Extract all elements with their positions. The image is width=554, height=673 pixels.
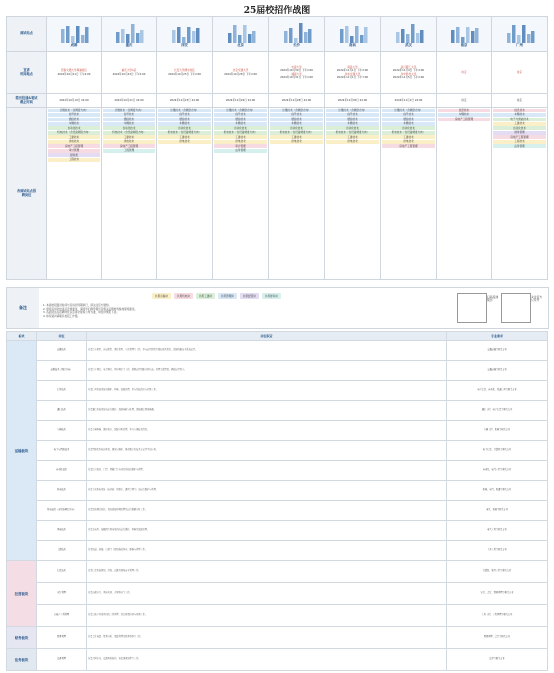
position-chip[interactable]: 审计管理 bbox=[48, 149, 100, 153]
position-chip[interactable]: 运维技术（含调度方向） bbox=[382, 109, 435, 113]
venue-name: 湖南大学 bbox=[291, 72, 302, 76]
row-label-positions: 各面试站点招 聘岗位 bbox=[7, 108, 47, 280]
position-chip[interactable]: 机电技术（含设备调度方向） bbox=[270, 131, 323, 135]
job-category: 财务板块 bbox=[7, 627, 37, 649]
position-chip[interactable]: 通信技术 bbox=[158, 118, 211, 122]
position-chip[interactable]: 法务管理 bbox=[493, 144, 546, 148]
venue-time: 2024年11月5日 下午2:00 bbox=[392, 75, 425, 79]
positions-cell bbox=[437, 108, 492, 280]
position-chip[interactable]: 房地产工程管理 bbox=[48, 144, 100, 148]
legend-key: 共用机电岗 bbox=[174, 293, 193, 299]
job-requirement: 财务管理、会计等相关专业 bbox=[447, 627, 548, 649]
position-chip[interactable]: 财务类 bbox=[48, 153, 100, 157]
deadline-cell: 2024年10月19日 24:00 bbox=[47, 94, 102, 108]
job-row bbox=[7, 481, 548, 501]
position-chip[interactable]: 机电技术（含设备调度方向） bbox=[158, 131, 211, 135]
job-requirement: 法学等相关专业 bbox=[447, 649, 548, 671]
position-chip[interactable]: 自动化技术 bbox=[493, 126, 546, 130]
job-requirement: 计算机、软件工程等相关专业 bbox=[447, 561, 548, 583]
job-duty: 负责信息系统规划、开发、运维及网络安全管理工作。 bbox=[87, 561, 447, 583]
position-chip[interactable]: 车辆技术 bbox=[270, 122, 323, 126]
job-row bbox=[7, 341, 548, 361]
venue-name: 重庆大学A区 bbox=[121, 69, 137, 73]
job-position: 机电技术 bbox=[37, 481, 87, 501]
job-position: 信号技术 bbox=[37, 381, 87, 401]
city-name: 西安 bbox=[181, 43, 188, 48]
deadline-cell: 2024年10月30日 24:00 bbox=[325, 94, 381, 108]
job-position: 供电技术 bbox=[37, 521, 87, 541]
job-duty: 负责会计核算、财务分析、预算管理及税务筹划等工作。 bbox=[87, 627, 447, 649]
position-chip[interactable]: 审计管理 bbox=[214, 144, 267, 148]
city-name: 成都 bbox=[70, 43, 78, 48]
positions-cell bbox=[492, 108, 548, 280]
row-label-city: 面试站点 bbox=[7, 17, 47, 52]
note-line: 1. 本届校招面试时间与宣讲会同期举行，请关注官方通知。 bbox=[43, 304, 112, 307]
job-requirement: 交通运输等相关专业 bbox=[447, 361, 548, 381]
job-row bbox=[7, 501, 548, 521]
position-chip[interactable]: 信号技术 bbox=[158, 113, 211, 117]
positions-cell bbox=[102, 108, 157, 280]
job-duty: 负责内部审计、风险控制、合规检查等工作。 bbox=[87, 583, 447, 605]
deadline-row bbox=[7, 94, 548, 108]
venue-time: 2024年11月1日 下午7:00 bbox=[336, 75, 369, 79]
job-duty: 负责设备调度监控、设备故障协调处理及运行数据分析工作。 bbox=[87, 501, 447, 521]
city-cell bbox=[213, 17, 269, 52]
row-label-deadline: 简历投递&笔试 截止时间 bbox=[7, 94, 47, 108]
qr-label-apply: 扫码投递简历 bbox=[487, 295, 499, 303]
city-name: 重庆 bbox=[125, 43, 133, 48]
job-requirement: 电气、机械等相关专业 bbox=[447, 501, 548, 521]
city-name: 长沙 bbox=[293, 43, 300, 48]
position-chip[interactable]: 信号技术 bbox=[382, 113, 435, 117]
city-name: 南昌 bbox=[349, 43, 356, 48]
position-chip[interactable]: 自动化技术 bbox=[158, 126, 211, 130]
skyline-icon bbox=[449, 21, 479, 43]
job-row bbox=[7, 461, 548, 481]
deadline-cell: 2024年10月21日 24:00 bbox=[102, 94, 157, 108]
position-chip[interactable]: 供电技术 bbox=[103, 140, 155, 144]
position-chip[interactable]: 工建技术 bbox=[270, 135, 323, 139]
position-chip[interactable]: 通信技术 bbox=[214, 118, 267, 122]
job-duty: 负责信号系统设备的维护、检修、故障处理，参与系统改造与升级工作。 bbox=[87, 381, 447, 401]
position-chip[interactable]: 通信技术 bbox=[48, 118, 100, 122]
job-position: 信息技术 bbox=[37, 561, 87, 583]
position-chip[interactable]: 房地产工程管理 bbox=[438, 118, 490, 122]
city-cell bbox=[381, 17, 437, 52]
note-line: 4. 如有疑问请联系校招工作组。 bbox=[43, 314, 81, 318]
position-chip[interactable]: 车辆技术 bbox=[48, 122, 100, 126]
position-chip[interactable]: 运维技术（含调度方向） bbox=[48, 109, 100, 113]
legend-keys bbox=[152, 293, 281, 299]
qr-code-apply[interactable] bbox=[457, 293, 487, 323]
job-requirement: 电气工程等相关专业 bbox=[447, 521, 548, 541]
position-chip[interactable]: 信号技术 bbox=[214, 113, 267, 117]
venue-cell bbox=[102, 52, 157, 94]
venue-time: 2024年10月30日 下午2:00 bbox=[280, 69, 313, 73]
city-cell bbox=[325, 17, 381, 52]
notes-label: 备注 bbox=[7, 288, 39, 328]
job-header-cell: 专业要求 bbox=[447, 332, 548, 341]
city-name: 南京 bbox=[460, 43, 468, 48]
position-chip[interactable]: 自动化技术 bbox=[214, 126, 267, 130]
job-row bbox=[7, 381, 548, 401]
skyline-icon bbox=[170, 21, 200, 43]
position-chip[interactable]: 机电技术（含设备调度方向） bbox=[214, 131, 267, 135]
position-chip[interactable]: 信号技术 bbox=[326, 113, 379, 117]
deadline-cell: 待定 bbox=[437, 94, 492, 108]
position-chip[interactable]: 运维技术（含调度方向） bbox=[214, 109, 267, 113]
position-chip[interactable]: 供电技术 bbox=[214, 140, 267, 144]
positions-cell bbox=[381, 108, 437, 280]
city-cell bbox=[47, 17, 102, 52]
job-duty: 负责行车组织、客运组织、调度指挥、车站管理等工作，参与运营组织方案编制及优化，保障线路安全高效运营。 bbox=[87, 341, 447, 361]
deadline-cell: 2024年10月28日 24:00 bbox=[269, 94, 325, 108]
position-chip[interactable]: 通信技术 bbox=[270, 118, 323, 122]
qr-code-follow[interactable] bbox=[501, 293, 531, 323]
deadline-cell: 2024年11月2日 24:00 bbox=[381, 94, 437, 108]
job-position: 车辆技术 bbox=[37, 421, 87, 441]
position-chip[interactable]: 工程技术 bbox=[493, 140, 546, 144]
venue-name: 华中科技大学 bbox=[400, 72, 417, 76]
venue-name: 长安大学渭水校区 bbox=[174, 69, 195, 73]
venue-cell bbox=[325, 52, 381, 94]
job-position: 机电技术（含设备调度方向） bbox=[37, 501, 87, 521]
position-chip[interactable]: 房地产工程管理 bbox=[493, 135, 546, 139]
job-duty: 负责合同审查、法律风险防控、诉讼事务处理等工作。 bbox=[87, 649, 447, 671]
city-name: 广州 bbox=[516, 43, 523, 48]
position-chip[interactable]: 车辆技术 bbox=[103, 122, 155, 126]
position-chip[interactable]: 自动化技术 bbox=[48, 126, 100, 130]
venue-time: 2024年10月28日 下午2:00 bbox=[224, 72, 257, 76]
position-chip[interactable]: 信息技术 bbox=[493, 109, 546, 113]
venue-time: 2024年10月25日 下午2:00 bbox=[168, 72, 201, 76]
position-chip[interactable]: 自动化技术 bbox=[103, 126, 155, 130]
job-duty: 负责车站机电设备（电扶梯、给排水、通风空调等）的运行维护与管理。 bbox=[87, 481, 447, 501]
position-chip[interactable]: 供电技术 bbox=[326, 140, 379, 144]
position-chip[interactable]: 工建技术 bbox=[326, 135, 379, 139]
position-chip[interactable]: 通信技术 bbox=[103, 118, 155, 122]
venue-cell bbox=[381, 52, 437, 94]
venue-name: 武汉理工大学 bbox=[400, 66, 417, 70]
job-requirement: 交通运输等相关专业 bbox=[447, 341, 548, 361]
position-chip[interactable]: 工建技术 bbox=[493, 122, 546, 126]
position-chip[interactable]: 工建技术 bbox=[382, 135, 435, 139]
city-cell bbox=[102, 17, 157, 52]
position-chip[interactable]: 机电技术（含设备调度方向） bbox=[326, 131, 379, 135]
job-position: 法务管理 bbox=[37, 649, 87, 671]
job-category: 经营板块 bbox=[7, 561, 37, 627]
position-chip[interactable]: 供电技术 bbox=[382, 140, 435, 144]
job-requirement: 通信工程、电子信息等相关专业 bbox=[447, 401, 548, 421]
job-requirement: 车辆工程、机械等相关专业 bbox=[447, 421, 548, 441]
positions-cell bbox=[213, 108, 269, 280]
job-duty: 负责房地产开发项目的工程管理、进度质量控制与协调工作。 bbox=[87, 605, 447, 627]
job-position: 财务管理 bbox=[37, 627, 87, 649]
position-chip[interactable]: 车辆技术 bbox=[493, 113, 546, 117]
schedule-table bbox=[6, 16, 548, 280]
venue-cell bbox=[492, 52, 548, 94]
city-cell bbox=[492, 17, 548, 52]
job-header-cell: 岗位 bbox=[37, 332, 87, 341]
position-chip[interactable]: 信号技术 bbox=[270, 113, 323, 117]
notes-section bbox=[6, 287, 549, 329]
legend-key: 共用经营岗 bbox=[240, 293, 259, 299]
position-chip[interactable]: 电子与智能技术 bbox=[493, 118, 546, 122]
job-position: 自动化技术 bbox=[37, 461, 87, 481]
position-chip[interactable]: 工程管理 bbox=[103, 149, 155, 153]
skyline-icon bbox=[59, 21, 89, 43]
job-row bbox=[7, 421, 548, 441]
job-requirement: 机械、电气、暖通等相关专业 bbox=[447, 481, 548, 501]
position-chip[interactable]: 自动化技术 bbox=[326, 126, 379, 130]
job-header-cell: 板块 bbox=[7, 332, 37, 341]
position-chip[interactable]: 通信技术 bbox=[326, 118, 379, 122]
job-position: 运维技术 bbox=[37, 341, 87, 361]
job-position: 通信技术 bbox=[37, 401, 87, 421]
venue-name: 华东交通大学 bbox=[344, 72, 361, 76]
city-cell bbox=[157, 17, 213, 52]
position-chip[interactable]: 机电技术（含设备调度方向） bbox=[48, 131, 100, 135]
venue-time: 2024年10月23日 下午2:00 bbox=[112, 72, 146, 76]
positions-row bbox=[7, 108, 548, 280]
skyline-icon bbox=[338, 21, 368, 43]
job-requirement: 审计、会计、财务管理等相关专业 bbox=[447, 583, 548, 605]
position-chip[interactable]: 房地产工程管理 bbox=[382, 144, 435, 148]
positions-cell bbox=[47, 108, 102, 280]
skyline-icon bbox=[394, 21, 424, 43]
position-chip[interactable]: 工建技术 bbox=[48, 135, 100, 139]
note-line: 3. 各面试站点招聘岗位以宣讲会现场公布为准，岗位详情见下表。 bbox=[43, 311, 119, 315]
job-category: 法务板块 bbox=[7, 649, 37, 671]
legend-key: 共用工建岗 bbox=[196, 293, 215, 299]
venue-name: 待定 bbox=[516, 70, 523, 74]
job-row bbox=[7, 583, 548, 605]
job-row bbox=[7, 627, 548, 649]
deadline-cell: 待定 bbox=[492, 94, 548, 108]
skyline-icon bbox=[226, 21, 256, 43]
job-row bbox=[7, 561, 548, 583]
venue-time: 2024年11月1日 下午2:00 bbox=[336, 69, 369, 73]
job-requirement: 电子信息、自动化、铁道信号等相关专业 bbox=[447, 381, 548, 401]
job-row bbox=[7, 521, 548, 541]
position-chip[interactable]: 车辆技术 bbox=[158, 122, 211, 126]
city-cell bbox=[269, 17, 325, 52]
job-position: 工建技术 bbox=[37, 541, 87, 561]
position-chip[interactable]: 自动化技术 bbox=[382, 126, 435, 130]
skyline-icon bbox=[505, 21, 535, 43]
venue-cell bbox=[437, 52, 492, 94]
position-chip[interactable]: 自动化技术 bbox=[270, 126, 323, 130]
job-row bbox=[7, 605, 548, 627]
position-chip[interactable]: 运维技术（含调度方向） bbox=[103, 109, 155, 113]
job-row bbox=[7, 649, 548, 671]
venue-time: 2024年11月4日 下午2:00 bbox=[392, 69, 425, 73]
position-chip[interactable]: 车辆技术 bbox=[382, 122, 435, 126]
position-chip[interactable]: 供电技术 bbox=[48, 140, 100, 144]
venue-name: 待定 bbox=[461, 70, 467, 74]
position-chip[interactable]: 工建技术 bbox=[214, 135, 267, 139]
job-row bbox=[7, 401, 548, 421]
venue-cell bbox=[157, 52, 213, 94]
venue-name: 北京交通大学 bbox=[232, 69, 249, 73]
position-chip[interactable]: 工建技术 bbox=[158, 135, 211, 139]
deadline-cell: 2024年10月26日 24:00 bbox=[213, 94, 269, 108]
venue-time: 2024年10月21日 下午2:00 bbox=[57, 72, 91, 76]
job-position: 电子与智能技术 bbox=[37, 441, 87, 461]
positions-cell bbox=[269, 108, 325, 280]
venue-name: 西南交通大学犀浦校区 bbox=[61, 69, 87, 73]
positions-cell bbox=[325, 108, 381, 280]
position-chip[interactable]: 车辆技术 bbox=[438, 113, 490, 117]
venue-name: 南昌大学 bbox=[347, 66, 358, 70]
position-chip[interactable]: 信号技术 bbox=[103, 113, 155, 117]
position-chip[interactable]: 信息技术 bbox=[438, 109, 490, 113]
job-position: 运维技术（调度方向） bbox=[37, 361, 87, 381]
legend-key: 共用运输岗 bbox=[152, 293, 171, 299]
position-chip[interactable]: 通信技术 bbox=[382, 118, 435, 122]
position-chip[interactable]: 工建技术 bbox=[103, 135, 155, 139]
job-duty: 负责综合监控、门禁、屏蔽门等自动化系统的维护与管理。 bbox=[87, 461, 447, 481]
job-position: 审计管理 bbox=[37, 583, 87, 605]
city-cell bbox=[437, 17, 492, 52]
position-chip[interactable]: 工程技术 bbox=[48, 158, 100, 162]
row-label-venue: 宣讲 时间地点 bbox=[7, 52, 47, 94]
position-chip[interactable]: 信号技术 bbox=[48, 113, 100, 117]
skyline-icon bbox=[114, 21, 144, 43]
legend-key: 共用管理岗 bbox=[218, 293, 237, 299]
position-chip[interactable]: 财务管理 bbox=[493, 131, 546, 135]
position-chip[interactable]: 机电技术（含设备调度方向） bbox=[103, 131, 155, 135]
job-row bbox=[7, 541, 548, 561]
notes-text bbox=[43, 304, 343, 318]
venue-cell bbox=[213, 52, 269, 94]
positions-cell bbox=[157, 108, 213, 280]
job-category: 运输板块 bbox=[7, 341, 37, 561]
job-requirement: 土木工程等相关专业 bbox=[447, 541, 548, 561]
job-duty: 负责行车调度、电力调度、环控调度等工作，掌握运营线路实时状态，处理突发情况，确保运营秩序。 bbox=[87, 361, 447, 381]
position-chip[interactable]: 机电技术（含设备调度方向） bbox=[382, 131, 435, 135]
venue-row bbox=[7, 52, 548, 94]
job-row bbox=[7, 361, 548, 381]
job-requirement: 土木工程、工程管理等相关专业 bbox=[447, 605, 548, 627]
venue-cell bbox=[47, 52, 102, 94]
job-header-cell: 岗位职责 bbox=[87, 332, 447, 341]
venue-time: 2024年10月31日 下午2:00 bbox=[280, 75, 313, 79]
venue-name: 中南大学 bbox=[291, 66, 302, 70]
city-row bbox=[7, 17, 548, 52]
job-duty: 负责变电所、接触网等供电设备的运行维护、检修及故障处理。 bbox=[87, 521, 447, 541]
job-header-row bbox=[7, 332, 548, 341]
city-name: 北京 bbox=[237, 43, 244, 48]
position-chip[interactable]: 房地产工程管理 bbox=[103, 144, 155, 148]
position-chip[interactable]: 车辆技术 bbox=[326, 122, 379, 126]
job-requirement: 自动化、电气工程等相关专业 bbox=[447, 461, 548, 481]
job-requirement: 电子信息、计算机等相关专业 bbox=[447, 441, 548, 461]
job-duty: 负责轨道、桥隧、房建等土建设施的检查、维修与管理工作。 bbox=[87, 541, 447, 561]
position-chip[interactable]: 供电技术 bbox=[158, 140, 211, 144]
position-chip[interactable]: 运维技术（含调度方向） bbox=[158, 109, 211, 113]
position-chip[interactable]: 供电技术 bbox=[270, 140, 323, 144]
position-chip[interactable]: 运维技术（含调度方向） bbox=[270, 109, 323, 113]
job-position: 房地产工程管理 bbox=[37, 605, 87, 627]
job-row bbox=[7, 441, 548, 461]
job-duty: 负责通信系统设备的运行维护、故障诊断与处理，保障通信网络畅通。 bbox=[87, 401, 447, 421]
city-name: 武汉 bbox=[405, 43, 412, 48]
job-duty: 负责智能化系统的开发、测试与维护，推动数字化技术在运营中的应用。 bbox=[87, 441, 447, 461]
qr-label-follow: 关注官方公众号 bbox=[531, 295, 543, 303]
skyline-icon bbox=[282, 21, 312, 43]
job-duty: 负责车辆检修、维护保养、故障分析处理，参与车辆技术改进。 bbox=[87, 421, 447, 441]
position-chip[interactable]: 车辆技术 bbox=[214, 122, 267, 126]
page-title: 25届校招作战图 bbox=[243, 6, 311, 16]
venue-cell bbox=[269, 52, 325, 94]
position-chip[interactable]: 法务管理 bbox=[214, 149, 267, 153]
note-line: 2. 现场宣讲会结束后安排面试，请同学们携带简历及相关证明材料参加现场面试。 bbox=[43, 307, 138, 311]
legend-key: 共用财务岗 bbox=[262, 293, 281, 299]
position-chip[interactable]: 运维技术（含调度方向） bbox=[326, 109, 379, 113]
job-description-table bbox=[6, 331, 548, 671]
deadline-cell: 2024年10月23日 24:00 bbox=[157, 94, 213, 108]
